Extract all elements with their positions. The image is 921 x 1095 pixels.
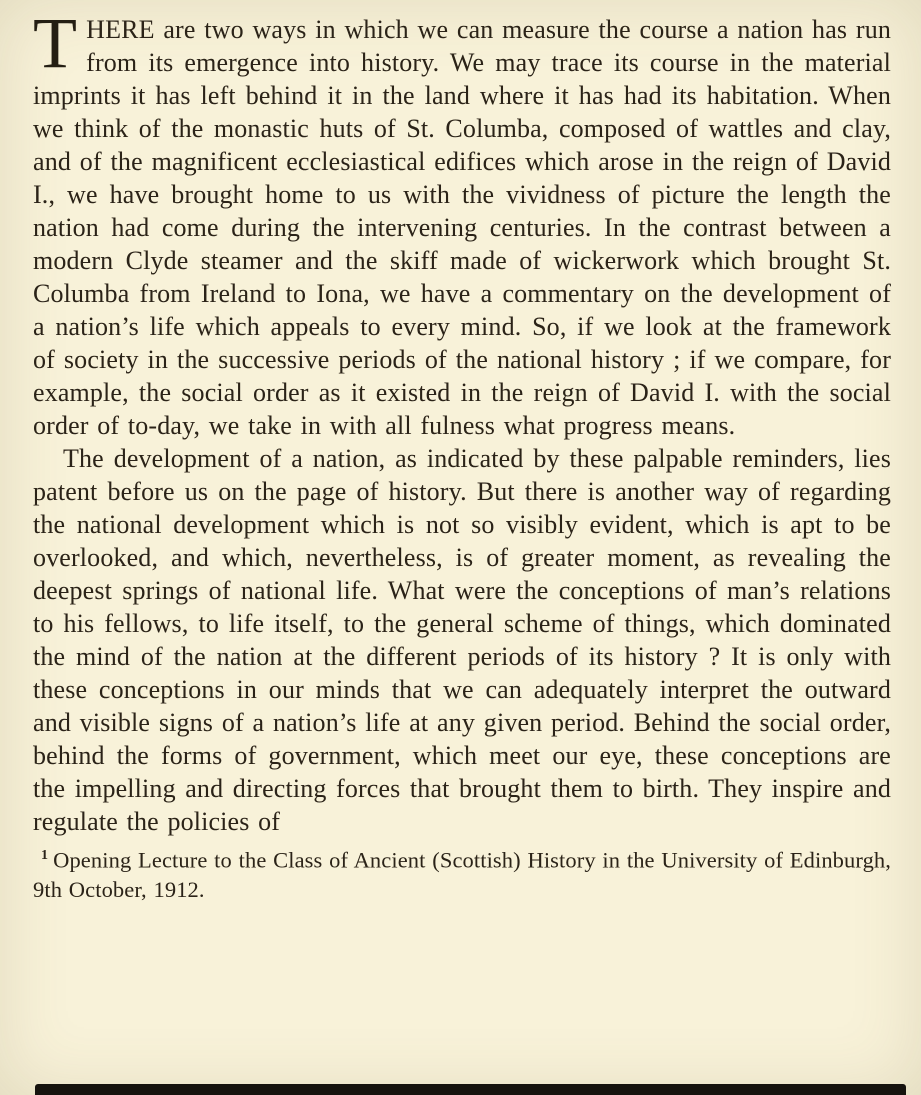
footnote (33, 841, 891, 904)
dropcap-letter: T (33, 3, 78, 83)
scan-edge-bar (35, 1084, 906, 1095)
paragraph-one-text: HERE are two ways in which we can measure the course a nation has run from its emergence into history. We may trace its course in the material imprints it has left behind it in the land where it has had its habitation. When we think of the monastic huts of St. Columba, composed of wattles and clay, and of the magnificent ecclesiastical edifices which arose in the reign of David I., we have brought home to us with the vividness of picture the length the nation had come during the intervening centuries. In the contrast between a modern Clyde steamer and the skiff made of wickerwork which brought St. Columba from Ireland to Iona, we have a commentary on the development of a nation’s life which appeals to every mind. So, if we look at the framework of society in the successive periods of the national history ; if we compare, for example, the social order as it existed in the reign of David I. with the social order of to-day, we take in with all fulness what progress means. (33, 15, 891, 440)
paragraph-two-text: The development of a nation, as indicated by these palpable reminders, lies patent before us on the page of history. But there is another way of regarding the national development which is not so visibly evident, which is apt to be overlooked, and which, nevertheless, is of greater moment, as revealing the deepest springs of national life. What were the conceptions of man’s relations to his fellows, to life itself, to the general scheme of things, which dominated the mind of the nation at the different periods of its history ? It is only with these conceptions in our minds that we can adequately interpret the outward and visible signs of a nation’s life at any given period. Behind the social order, behind the forms of government, which meet our eye, these conceptions are the impelling and directing forces that brought them to birth. They inspire and regulate the policies of (33, 444, 891, 836)
footnote-marker: 1 (41, 848, 49, 863)
footnote-text: Opening Lecture to the Class of Ancient (Scottish) History in the University of Edinburgh, 9th October, 1912. (33, 847, 891, 902)
paragraph-one (33, 3, 891, 442)
paragraph-two (33, 442, 891, 838)
